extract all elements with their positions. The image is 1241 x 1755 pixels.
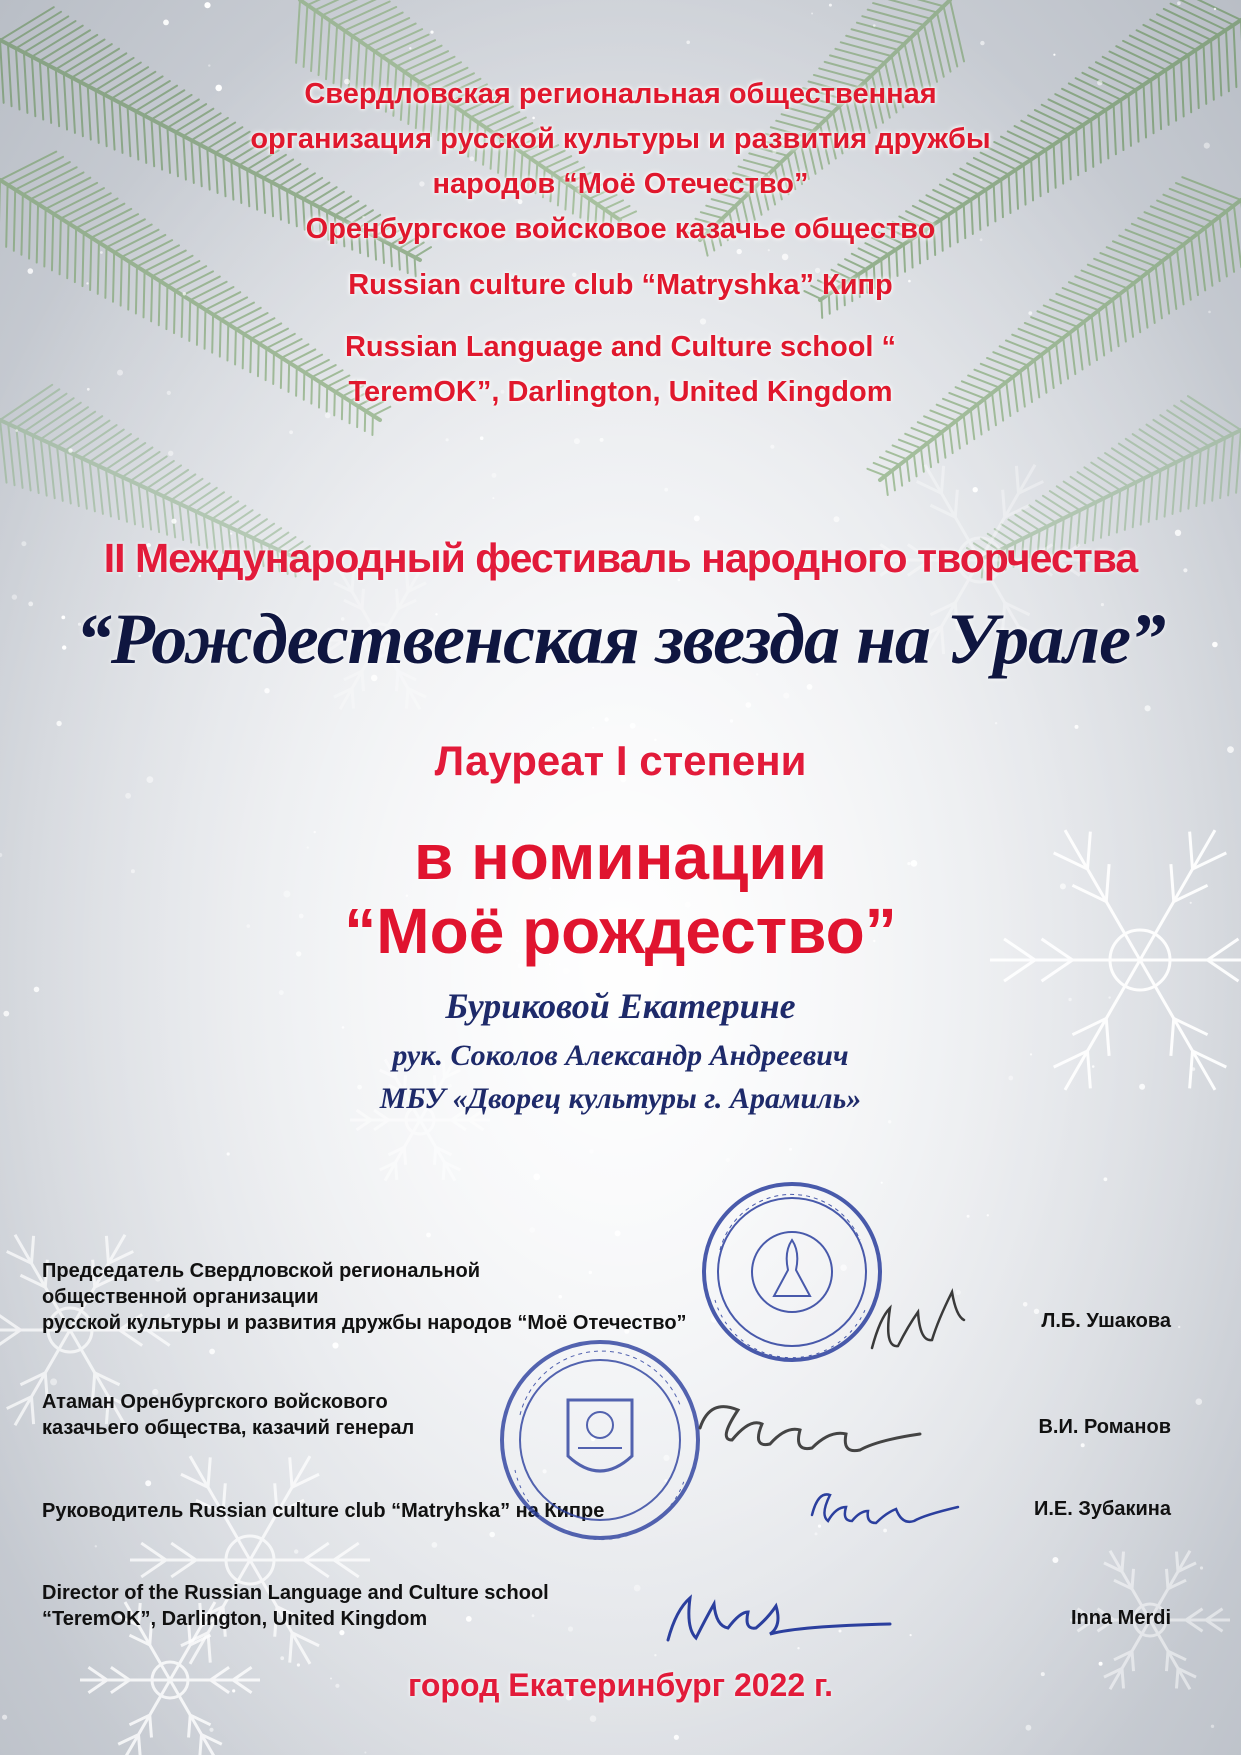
- signatory-name: И.Е. Зубакина: [1033, 1498, 1171, 1520]
- nomination-block: [0, 820, 1241, 968]
- recipient-leader: рук. Соколов Александр Андреевич: [392, 1039, 849, 1072]
- signatory-title-line: казачьего общества, казачий генерал: [42, 1417, 415, 1439]
- signatory-title: [42, 1389, 414, 1441]
- organizer-line: Оренбургское войсковое казачье общество: [305, 213, 936, 245]
- signatory-title-line: “TeremOK”, Darlington, United Kingdom: [42, 1608, 428, 1630]
- signatory-title: [42, 1498, 604, 1524]
- signatory-title-line: Председатель Свердловской региональной: [42, 1260, 481, 1282]
- festival-title: “Рождественская звезда на Урале”: [75, 599, 1166, 679]
- nomination-label: в номинации: [414, 821, 827, 893]
- signatory-title: [42, 1258, 687, 1336]
- award-degree: Лауреат I степени: [434, 737, 807, 784]
- city-year: город Екатеринбург 2022 г.: [407, 1667, 834, 1703]
- signatory-name: В.И. Романов: [1038, 1416, 1171, 1438]
- signatory-title-line: Director of the Russian Language and Culture school: [42, 1582, 549, 1604]
- organizers-block: [0, 72, 1241, 252]
- signatory-title-line: общественной организации: [42, 1286, 319, 1308]
- organizer-line: Свердловская региональная общественная: [304, 78, 937, 110]
- organizer-line: TeremOK”, Darlington, United Kingdom: [348, 376, 893, 408]
- signatory-title: [42, 1580, 549, 1632]
- signatory-title-line: Атаман Оренбургского войскового: [42, 1391, 388, 1413]
- signatory-name: Л.Б. Ушакова: [1041, 1310, 1171, 1332]
- organizer-line: Russian Language and Culture school “: [344, 331, 897, 363]
- recipient-name: Буриковой Екатерине: [445, 986, 796, 1026]
- signatory-title-line: русской культуры и развития дружбы народов “Моё Отечество”: [42, 1312, 687, 1334]
- recipient-institution: МБУ «Дворец культуры г. Арамиль»: [379, 1082, 862, 1115]
- organizer-uk-school: [0, 325, 1241, 415]
- signatory-name: Inna Merdi: [1070, 1607, 1171, 1629]
- organizer-cyprus-club: Russian culture club “Matryshka” Кипр: [348, 269, 893, 301]
- signatory-title-line: Руководитель Russian culture club “Matryhska” на Кипре: [42, 1500, 605, 1522]
- organizer-line: народов “Моё Отечество”: [432, 168, 809, 200]
- nomination-name: “Моё рождество”: [344, 895, 897, 967]
- festival-name: II Международный фестиваль народного творчества: [103, 535, 1138, 581]
- organizer-line: организация русской культуры и развития дружбы: [250, 123, 991, 155]
